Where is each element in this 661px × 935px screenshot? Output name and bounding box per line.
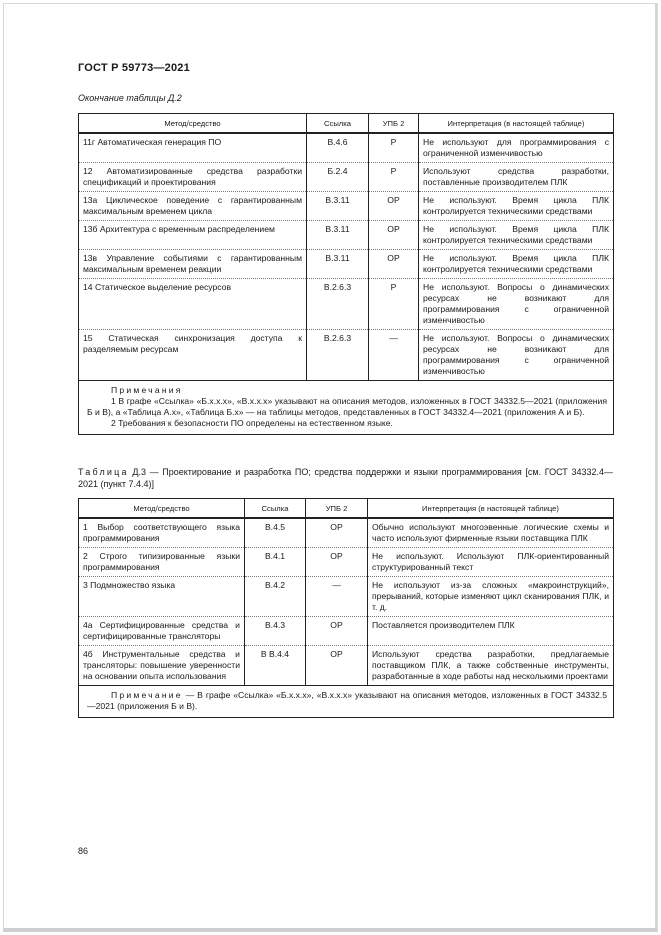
table-row [79, 163, 614, 192]
upb-cell: ОР [306, 518, 368, 548]
ref-cell: В.4.3 [245, 617, 306, 646]
interpretation-cell: Не используют из-за сложных «макроинструкций», прерываний, которые изменяют цикл сканирования ПЛК, и т. д. [368, 577, 614, 617]
interpretation-cell: Используют средства разработки, предлагаемые поставщиком ПЛК, а также собственные инструменты, разработанные в ходе работы над несколькими проектами [368, 646, 614, 686]
table-row [79, 250, 614, 279]
method-cell: 13а Циклическое поведение с гарантированным максимальным временем цикла [79, 192, 307, 221]
upb-cell: ОР [306, 646, 368, 686]
note-line [87, 690, 607, 712]
method-cell: 11г Автоматическая генерация ПО [79, 133, 307, 163]
method-cell: 12 Автоматизированные средства разработки спецификаций и проектирования [79, 163, 307, 192]
table-row [79, 577, 614, 617]
column-header-method: Метод/средство [79, 499, 245, 519]
upb-cell: Р [369, 133, 419, 163]
interpretation-cell: Не используют. Время цикла ПЛК контролируется техническими средствами [419, 192, 614, 221]
table-row [79, 221, 614, 250]
note-label: Примечание [111, 690, 183, 700]
document-title: ГОСТ Р 59773—2021 [78, 62, 190, 74]
upb-cell: ОР [369, 192, 419, 221]
table-notes-row [79, 381, 614, 435]
caption-text: Д.3 — Проектирование и разработка ПО; средства поддержки и языки программирования [см. ГОСТ 34332.4—2021 (пункт 7.4.4)] [78, 467, 613, 489]
interpretation-cell: Не используют. Используют ПЛК-ориентированный структурированный текст [368, 548, 614, 577]
upb-cell: — [306, 577, 368, 617]
ref-cell: В.2.6.3 [307, 279, 369, 330]
ref-cell: В.2.6.3 [307, 330, 369, 381]
table-note [79, 686, 614, 718]
table-header-row [79, 499, 614, 519]
ref-cell: В.4.6 [307, 133, 369, 163]
page-number: 86 [78, 846, 89, 856]
table-row [79, 192, 614, 221]
method-cell: 15 Статическая синхронизация доступа к разделяемым ресурсам [79, 330, 307, 381]
ref-cell: В.3.11 [307, 192, 369, 221]
column-header-interpretation: Интерпретация (в настоящей таблице) [368, 499, 614, 519]
table-header-row [79, 114, 614, 134]
upb-cell: — [369, 330, 419, 381]
table-d3 [78, 498, 614, 718]
table-row [79, 279, 614, 330]
ref-cell: В.3.11 [307, 221, 369, 250]
method-cell: 4б Инструментальные средства и трансляторы: повышение уверенности на основании опыта использования [79, 646, 245, 686]
column-header-ref: Ссылка [307, 114, 369, 134]
ref-cell: В В.4.4 [245, 646, 306, 686]
method-cell: 1 Выбор соответствующего языка программирования [79, 518, 245, 548]
column-header-ref: Ссылка [245, 499, 306, 519]
method-cell: 4а Сертифицированные средства и сертифицированные трансляторы [79, 617, 245, 646]
interpretation-cell: Поставляется производителем ПЛК [368, 617, 614, 646]
interpretation-cell: Не используют. Вопросы о динамических ресурсах не возникают для программирования с ограниченной изменчивостью [419, 279, 614, 330]
table-row [79, 518, 614, 548]
interpretation-cell: Не используют. Время цикла ПЛК контролируется техническими средствами [419, 221, 614, 250]
method-cell: 13в Управление событиями с гарантированным максимальным временем реакции [79, 250, 307, 279]
interpretation-cell: Не используют для программирования с ограниченной изменчивостью [419, 133, 614, 163]
interpretation-cell: Используют средства разработки, поставленные производителем ПЛК [419, 163, 614, 192]
column-header-method: Метод/средство [79, 114, 307, 134]
table-note-row [79, 686, 614, 718]
note-text: — В графе «Ссылка» «Б.х.х.х», «В.х.х.х» указывают на описания методов, изложенных в ГОСТ 34332.5—2021 (приложения Б и В). [87, 690, 608, 711]
column-header-upb: УПБ 2 [306, 499, 368, 519]
upb-cell: ОР [306, 548, 368, 577]
method-cell: 14 Статическое выделение ресурсов [79, 279, 307, 330]
method-cell: 13б Архитектура с временным распределением [79, 221, 307, 250]
method-cell: 2 Строго типизированные языки программирования [79, 548, 245, 577]
table-row [79, 330, 614, 381]
table-row [79, 617, 614, 646]
table-d2-continuation [78, 113, 614, 435]
interpretation-cell: Обычно используют многоэвенные логические схемы и часто используют фирменные языки поставщика ПЛК [368, 518, 614, 548]
notes-title: Примечания [111, 385, 183, 395]
ref-cell: В.3.11 [307, 250, 369, 279]
column-header-upb: УПБ 2 [369, 114, 419, 134]
table-row [79, 646, 614, 686]
upb-cell: ОР [369, 250, 419, 279]
ref-cell: В.4.5 [245, 518, 306, 548]
table-row [79, 548, 614, 577]
method-cell: 3 Подмножество языка [79, 577, 245, 617]
table-caption: Окончание таблицы Д.2 [78, 93, 182, 103]
caption-label: Таблица [78, 467, 129, 477]
table-d3-caption [78, 466, 613, 490]
table-notes [79, 381, 614, 435]
interpretation-cell: Не используют. Время цикла ПЛК контролируется техническими средствами [419, 250, 614, 279]
column-header-interpretation: Интерпретация (в настоящей таблице) [419, 114, 614, 134]
upb-cell: ОР [306, 617, 368, 646]
note-1: 1 В графе «Ссылка» «Б.х.х.х», «В.х.х.х» указывают на описания методов, изложенных в ГОСТ 34332.5—2021 (приложения Б и В), а «Таблица А.х», «Таблица Б.х» — на таблицы методов, представленных в ГОСТ 34332.4—2021 (приложения А и Б). [87, 396, 607, 417]
ref-cell: В.4.2 [245, 577, 306, 617]
table-row [79, 133, 614, 163]
upb-cell: ОР [369, 221, 419, 250]
ref-cell: Б.2.4 [307, 163, 369, 192]
note-2: 2 Требования к безопасности ПО определены на естественном языке. [111, 418, 393, 428]
upb-cell: Р [369, 163, 419, 192]
interpretation-cell: Не используют. Вопросы о динамических ресурсах не возникают для программирования с ограниченной изменчивостью [419, 330, 614, 381]
upb-cell: Р [369, 279, 419, 330]
ref-cell: В.4.1 [245, 548, 306, 577]
